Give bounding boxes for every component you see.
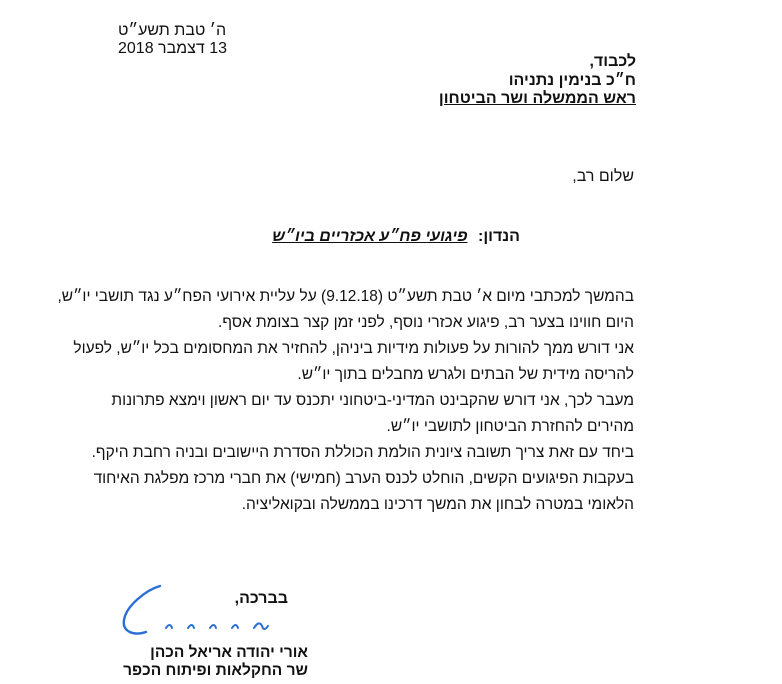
closing: בברכה, bbox=[234, 590, 288, 607]
subject-label: הנדון: bbox=[477, 228, 520, 245]
hebrew-date: ה׳ טבת תשע״ט bbox=[118, 22, 227, 39]
handwritten-signature bbox=[116, 580, 286, 640]
body-line: להריסה מידית של הבתים ולגרש מחבלים בתוך יו״ש. bbox=[297, 366, 634, 383]
greeting: שלום רב, bbox=[572, 168, 634, 185]
subject-text: פיגועי פח״ע אכזריים ביו״ש bbox=[272, 228, 468, 245]
body-line: מהירים להחזרת הביטחון לתושבי יו״ש. bbox=[386, 418, 634, 435]
body-line: מעבר לכך, אני דורש שהקבינט המדיני-ביטחוני יתכנס עד יום ראשון וימצא פתרונות bbox=[111, 392, 634, 409]
body-line: ביחד עם זאת צריך תשובה ציונית הולמת הכוללת הסדרת היישובים ובניה רחבת היקף. bbox=[91, 444, 634, 461]
body-line: בעקבות הפיגועים הקשים, הוחלט לכנס הערב (חמישי) את חברי מרכז מפלגת האיחוד bbox=[93, 470, 634, 487]
body-line: היום חווינו בצער רב, פיגוע אכזרי נוסף, לפני זמן קצר בצומת אסף. bbox=[218, 314, 634, 331]
body-line: אני דורש ממך להורות על פעולות מידיות ביניהן, להחזיר את המחסומים בכל יו״ש, לפעול bbox=[73, 340, 634, 357]
recipient-name: ח״כ בנימין נתניהו bbox=[508, 72, 636, 89]
recipient-title: ראש הממשלה ושר הביטחון bbox=[438, 90, 636, 107]
body-line: הלאומי במטרה לבחון את המשך דרכינו בממשלה ובקואליציה. bbox=[241, 496, 634, 513]
signatory-title: שר החקלאות ופיתוח הכפר bbox=[123, 662, 308, 679]
subject-line bbox=[272, 228, 520, 246]
signatory-name: אורי יהודה אריאל הכהן bbox=[150, 644, 308, 661]
body-line: בהמשך למכתבי מיום א׳ טבת תשע״ט (9.12.18) על עליית אירועי הפח״ע נגד תושבי יו״ש, bbox=[57, 288, 634, 305]
gregorian-date: 13 דצמבר 2018 bbox=[118, 40, 227, 57]
recipient-salutation: לכבוד, bbox=[589, 53, 636, 70]
letter-body bbox=[57, 284, 634, 518]
